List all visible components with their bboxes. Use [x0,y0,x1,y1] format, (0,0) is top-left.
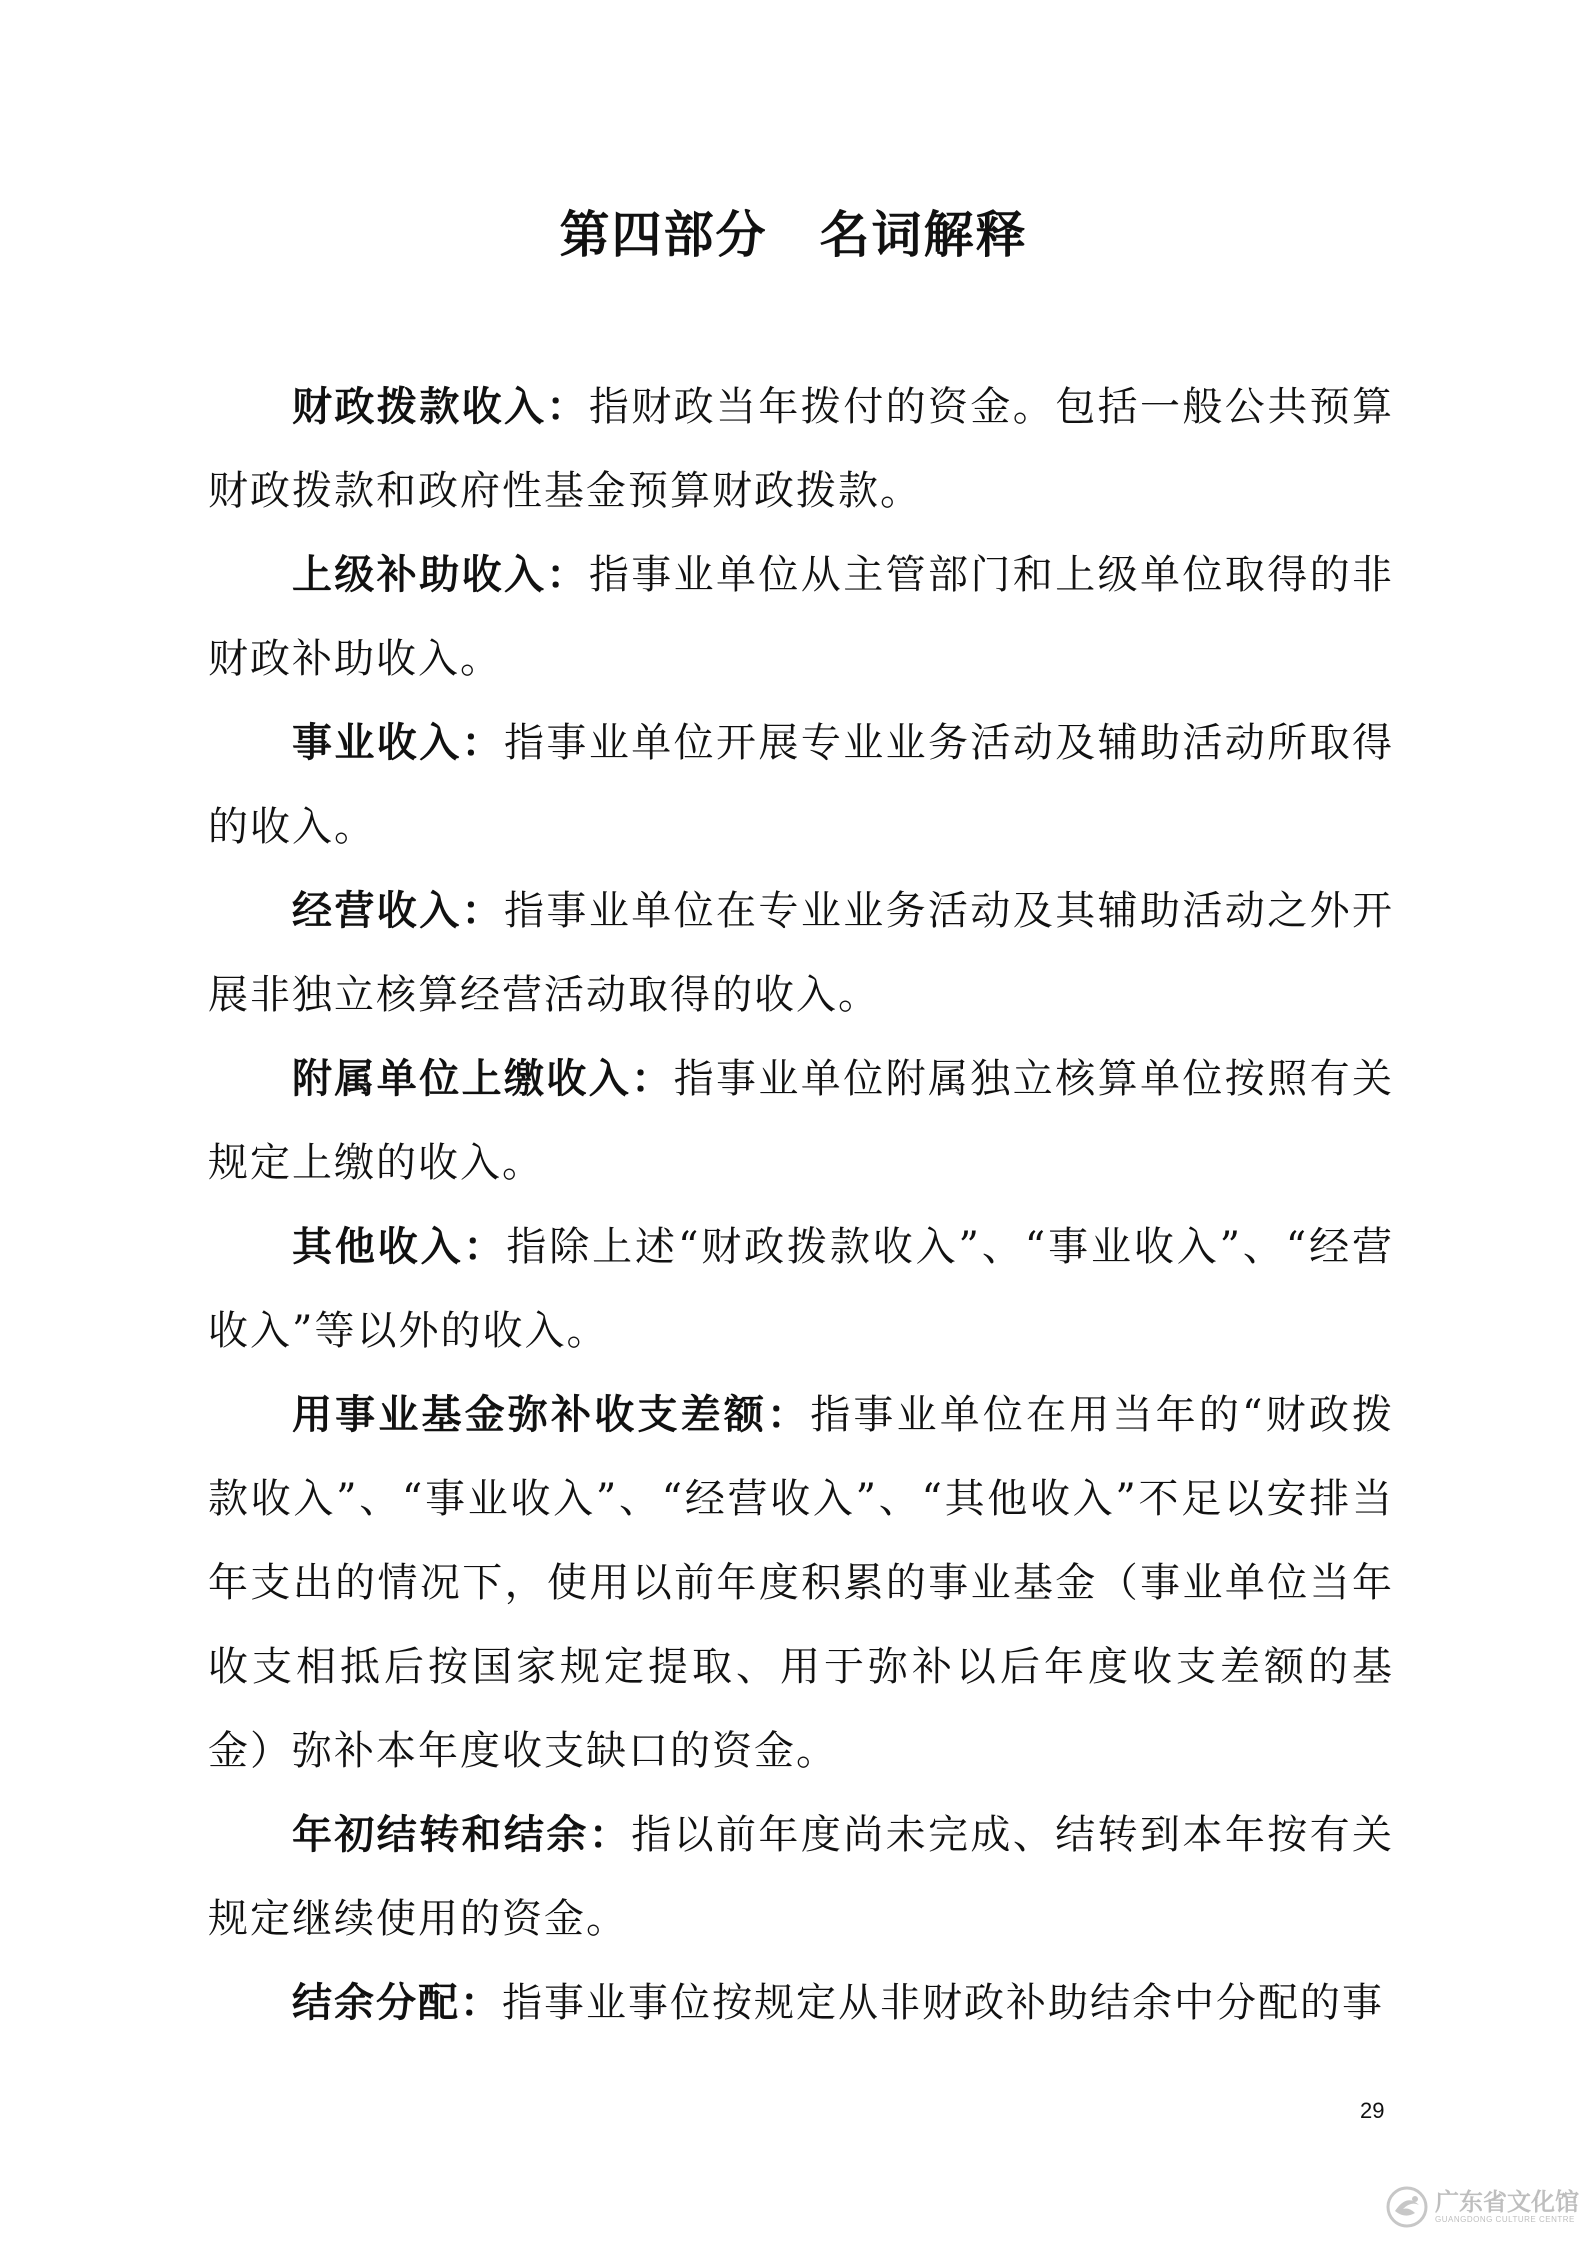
glossary-entry [208,1961,1394,2045]
term-separator: ： [767,1392,811,1438]
glossary-term: 用事业基金弥补收支差额 [292,1392,768,1438]
glossary-definition: 指事业单位在用当年的“财政拨款收入”、“事业收入”、“经营收入”、“其他收入”不足以安排当年支出的情况下，使用以前年度积累的事业基金（事业单位当年收支相抵后按国家规定提取、用于弥补以后年度收支差额的基金）弥补本年度收支缺口的资金。 [208,1392,1395,1774]
glossary-entry [208,1373,1394,1793]
glossary-term: 年初结转和结余 [292,1812,589,1858]
glossary-definition: 指事业单位在专业业务活动及其辅助活动之外开展非独立核算经营活动取得的收入。 [208,888,1395,1018]
term-separator: ： [546,552,589,598]
glossary-entry [208,533,1394,701]
term-separator: ： [463,1224,507,1270]
glossary-definition: 指事业单位附属独立核算单位按照有关规定上缴的收入。 [208,1056,1395,1186]
page-number: 29 [1360,2098,1385,2123]
glossary-entry [208,1793,1394,1961]
page-title: 第四部分 名词解释 [559,205,1028,264]
watermark [1385,2185,1579,2229]
glossary-definition: 指财政当年拨付的资金。包括一般公共预算财政拨款和政府性基金预算财政拨款。 [208,384,1395,514]
glossary-definition: 指除上述“财政拨款收入”、“事业收入”、“经营收入”等以外的收入。 [208,1224,1395,1354]
term-separator: ： [546,384,589,430]
glossary-entry [208,701,1394,869]
glossary-definition: 指以前年度尚未完成、结转到本年按有关规定继续使用的资金。 [208,1812,1395,1942]
glossary-term: 上级补助收入 [292,552,547,598]
glossary-term: 其他收入 [292,1224,464,1270]
glossary-definition: 指事业事位按规定从非财政补助结余中分配的事 [502,1980,1384,2026]
term-separator: ： [588,1812,632,1858]
term-separator: ： [631,1056,674,1102]
glossary-entry [208,869,1394,1037]
glossary-definition: 指事业单位从主管部门和上级单位取得的非财政补助收入。 [208,552,1395,682]
glossary-term: 财政拨款收入 [292,384,547,430]
watermark-name-cn: 广东省文化馆 [1435,2188,1579,2216]
culture-centre-logo-icon [1385,2185,1429,2229]
glossary-term: 经营收入 [292,888,462,934]
glossary-term: 事业收入 [292,720,462,766]
term-separator: ： [461,720,505,766]
glossary-entry [208,1037,1394,1205]
glossary-entry [208,1205,1394,1373]
glossary-entry [208,365,1394,533]
glossary-definition: 指事业单位开展专业业务活动及辅助活动所取得的收入。 [208,720,1395,850]
term-separator: ： [461,888,505,934]
term-separator: ： [460,1980,502,2026]
watermark-text [1435,2189,1579,2225]
glossary-term: 附属单位上缴收入 [292,1056,632,1102]
watermark-name-en: GUANGDONG CULTURE CENTRE [1435,2215,1575,2224]
glossary-content [208,365,1394,2045]
glossary-term: 结余分配 [292,1980,460,2026]
